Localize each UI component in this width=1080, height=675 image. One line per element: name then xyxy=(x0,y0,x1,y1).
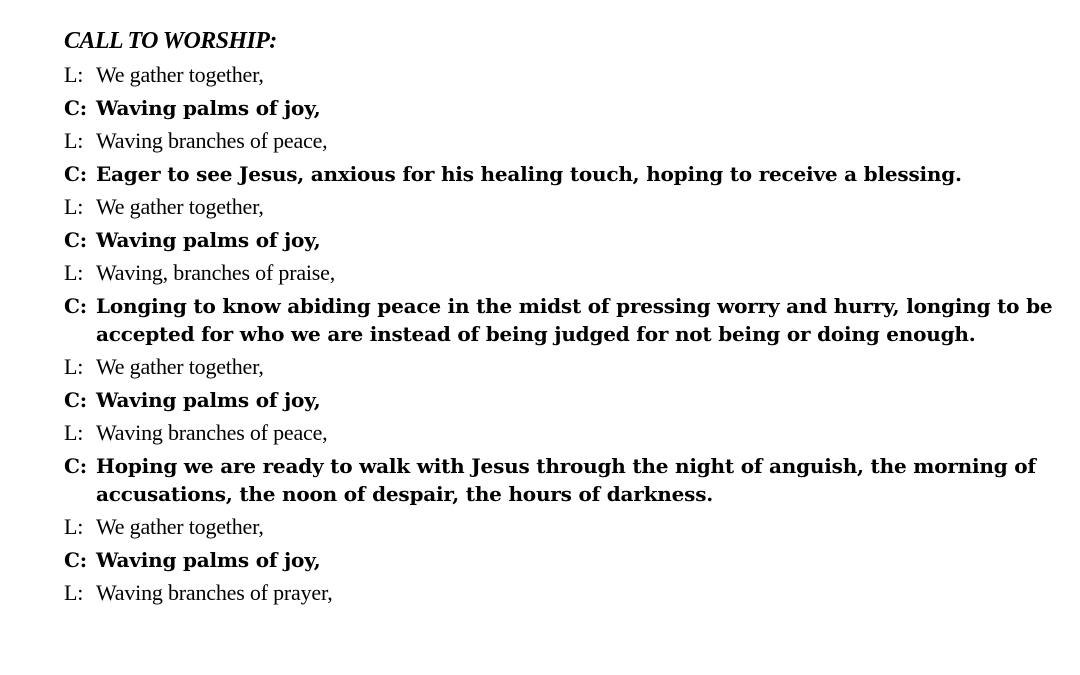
line-text: Waving palms of joy, xyxy=(96,548,321,572)
line-text: Eager to see Jesus, anxious for his healing touch, hoping to receive a blessing. xyxy=(96,162,962,186)
line-text: We gather together, xyxy=(96,514,264,539)
speaker-label: L: xyxy=(64,420,84,445)
litany-line-leader xyxy=(64,62,1054,88)
line-text: Longing to know abiding peace in the midst of pressing worry and hurry, longing to be accepted for who we are instead of being judged for not being or doing enough. xyxy=(96,294,1053,346)
litany-line-congregation xyxy=(64,546,1054,574)
litany-line-leader xyxy=(64,580,1054,606)
speaker-label: C: xyxy=(64,548,87,572)
line-text: Waving palms of joy, xyxy=(96,388,321,412)
speaker-label: C: xyxy=(64,294,87,318)
litany-line-leader xyxy=(64,194,1054,220)
line-text: Waving branches of prayer, xyxy=(96,580,333,605)
speaker-label: L: xyxy=(64,514,84,539)
litany-line-congregation xyxy=(64,226,1054,254)
litany-line-leader xyxy=(64,514,1054,540)
line-text: Waving palms of joy, xyxy=(96,96,321,120)
line-text: Waving branches of peace, xyxy=(96,420,328,445)
speaker-label: L: xyxy=(64,194,84,219)
litany-line-congregation xyxy=(64,386,1054,414)
line-text: We gather together, xyxy=(96,194,264,219)
line-text: Hoping we are ready to walk with Jesus through the night of anguish, the morning of accusations, the noon of despair, the hours of darkness. xyxy=(96,454,1036,506)
line-text: Waving, branches of praise, xyxy=(96,260,336,285)
litany-line-leader xyxy=(64,260,1054,286)
litany-line-leader xyxy=(64,420,1054,446)
line-text: We gather together, xyxy=(96,62,264,87)
speaker-label: L: xyxy=(64,580,84,605)
speaker-label: L: xyxy=(64,62,84,87)
document-title: CALL TO WORSHIP: xyxy=(64,28,277,54)
litany-line-congregation xyxy=(64,94,1054,122)
speaker-label: C: xyxy=(64,454,87,478)
litany-document xyxy=(64,26,1054,612)
speaker-label: L: xyxy=(64,260,84,285)
speaker-label: L: xyxy=(64,354,84,379)
speaker-label: C: xyxy=(64,162,87,186)
speaker-label: C: xyxy=(64,388,87,412)
litany-line-leader xyxy=(64,128,1054,154)
litany-line-congregation xyxy=(64,292,1054,348)
line-text: We gather together, xyxy=(96,354,264,379)
speaker-label: L: xyxy=(64,128,84,153)
litany-line-congregation xyxy=(64,160,1054,188)
litany-line-leader xyxy=(64,354,1054,380)
speaker-label: C: xyxy=(64,228,87,252)
litany-line-congregation xyxy=(64,452,1054,508)
line-text: Waving palms of joy, xyxy=(96,228,321,252)
speaker-label: C: xyxy=(64,96,87,120)
line-text: Waving branches of peace, xyxy=(96,128,328,153)
